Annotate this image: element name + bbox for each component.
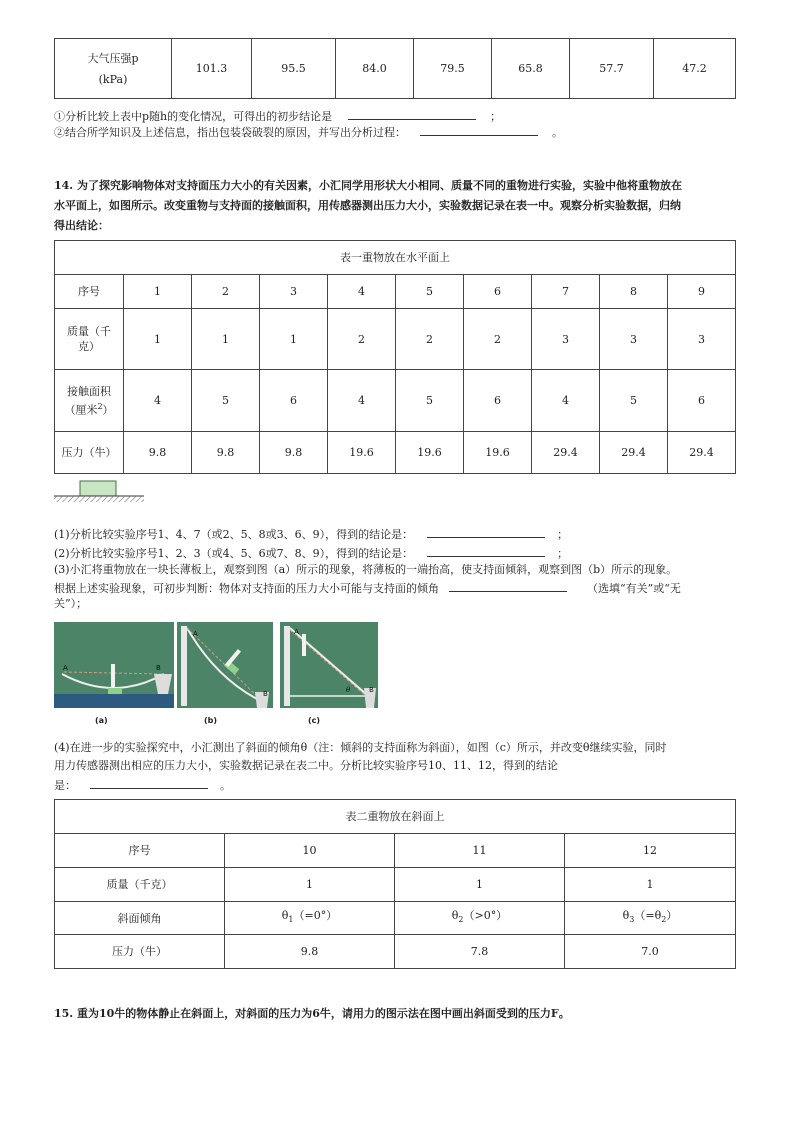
table-1-force: 19.6 <box>396 432 464 474</box>
answer-blank[interactable] <box>449 580 567 592</box>
q14-sub4-line3 <box>54 777 231 793</box>
angle-subscript: 2 <box>458 915 464 925</box>
table-2-seq: 12 <box>565 834 736 868</box>
q14-sub1 <box>54 526 568 542</box>
table-1-seq: 9 <box>668 275 736 309</box>
table-1-mass-label-line1: 质量（千 <box>67 325 111 338</box>
table-1-force: 19.6 <box>328 432 396 474</box>
angle-symbol: θ <box>451 909 459 923</box>
table-1-mass-label <box>55 309 124 370</box>
table-2-seq-label: 序号 <box>55 834 225 868</box>
pressure-value: 47.2 <box>654 39 736 99</box>
photo-b <box>177 622 273 708</box>
table-1-seq: 8 <box>600 275 668 309</box>
pressure-table <box>54 38 736 99</box>
angle-symbol: θ <box>281 909 289 923</box>
q15-text: 15. 重为10牛的物体静止在斜面上，对斜面的压力为6牛，请用力的图示法在图中画出斜面受到的压力F。 <box>54 1007 570 1020</box>
angle-subscript: 1 <box>288 915 294 925</box>
q14-intro-line2: 水平面上，如图所示。改变重物与支持面的接触面积，用传感器测出压力大小，实验数据记录在表一中。观察分析实验数据，归纳 <box>54 199 681 212</box>
table-1-area: 4 <box>328 370 396 432</box>
q14-sub4-line2: 用力传感器测出相应的压力大小，实验数据记录在表二中。分析比较实验序号10、11、12，得到的结论 <box>54 759 558 772</box>
table-1-seq: 4 <box>328 275 396 309</box>
table-1-mass: 3 <box>532 309 600 370</box>
q14-sub3-text: 根据上述实验现象，可初步判断：物体对支持面的压力大小可能与支持面的倾角 <box>54 582 439 595</box>
q14-intro-line3: 得出结论： <box>54 219 109 232</box>
table-2-force-label: 压力（牛） <box>55 935 225 969</box>
table-1-area-sup: 2 <box>97 401 103 411</box>
q14-sub1-end: ； <box>557 528 569 541</box>
q14-sub2-end: ； <box>557 547 569 560</box>
table-1-area: 6 <box>260 370 328 432</box>
photo-a-label-a: A <box>63 664 68 672</box>
photo-c-label-b: B <box>369 686 374 694</box>
q14-sub2 <box>54 545 568 561</box>
table-1-mass: 1 <box>124 309 192 370</box>
answer-blank[interactable] <box>348 108 476 120</box>
table-1-mass: 2 <box>464 309 532 370</box>
pressure-value: 95.5 <box>252 39 336 99</box>
ground-hatch <box>54 496 144 502</box>
pressure-header-line2: (kPa) <box>98 72 128 86</box>
table-1-seq: 1 <box>124 275 192 309</box>
q14-sub3-choice: （选填“有关”或“无 <box>587 582 681 595</box>
table-2-seq: 11 <box>395 834 565 868</box>
photo-b-label-a: A <box>193 630 198 638</box>
photo-c-drawing <box>280 622 378 708</box>
weight-block <box>80 481 116 496</box>
pressure-value: 101.3 <box>172 39 252 99</box>
table-1-mass: 2 <box>328 309 396 370</box>
table-2-mass: 1 <box>565 868 736 902</box>
table-2-force: 7.0 <box>565 935 736 969</box>
table-1-force-label: 压力（牛） <box>55 432 124 474</box>
table-1-force: 9.8 <box>260 432 328 474</box>
q14-sub3-line2 <box>54 580 681 596</box>
photo-c-label-a: A <box>294 628 299 636</box>
table-2-angle <box>225 902 395 935</box>
table-1-seq: 2 <box>192 275 260 309</box>
answer-blank[interactable] <box>420 124 538 136</box>
question-top-2-end: 。 <box>552 126 563 139</box>
photo-b-drawing <box>177 622 273 708</box>
table-1-mass: 3 <box>600 309 668 370</box>
photo-a <box>54 622 174 708</box>
table-1-mass: 1 <box>260 309 328 370</box>
table-1-area-unit: （厘米 <box>64 403 98 417</box>
table-2-angle <box>395 902 565 935</box>
table-1-area: 4 <box>124 370 192 432</box>
caption-c: (c) <box>308 716 321 725</box>
photo-a-drawing <box>54 622 174 708</box>
table-2-angle <box>565 902 736 935</box>
block-on-surface-figure <box>54 476 144 504</box>
pressure-header-line1: 大气压强p <box>87 51 139 65</box>
table-1-mass: 1 <box>192 309 260 370</box>
table-1-force: 19.6 <box>464 432 532 474</box>
table-1-area: 4 <box>532 370 600 432</box>
table-1-area: 6 <box>668 370 736 432</box>
q14-sub4-line1: (4)在进一步的实验探究中，小汇测出了斜面的倾角θ（注：倾斜的支持面称为斜面），如图（c）所示，并改变θ继续实验，同时 <box>54 741 667 754</box>
angle-subscript-2: 2 <box>661 915 667 925</box>
table-2-angle-label: 斜面倾角 <box>55 902 225 935</box>
table-1-mass-label-line2: 克） <box>78 340 100 353</box>
angle-value: （=θ <box>634 909 662 923</box>
table-1-area: 5 <box>396 370 464 432</box>
q14-intro-line1: 14. 为了探究影响物体对支持面压力大小的有关因素，小汇同学用形状大小相同、质量不同的重物进行实验，实验中他将重物放在 <box>54 179 682 192</box>
caption-b: (b) <box>204 716 218 725</box>
table-1 <box>54 240 736 474</box>
angle-value: （>0°） <box>463 909 508 923</box>
table-2-title: 表二重物放在斜面上 <box>55 800 736 834</box>
table-1-seq: 3 <box>260 275 328 309</box>
table-1-mass: 2 <box>396 309 464 370</box>
table-2-seq: 10 <box>225 834 395 868</box>
angle-symbol: θ <box>622 909 630 923</box>
photo-a-label-b: B <box>156 664 161 672</box>
table-2-mass: 1 <box>225 868 395 902</box>
photo-b-label-b: B <box>263 690 268 698</box>
table-1-seq: 5 <box>396 275 464 309</box>
question-top-1 <box>54 108 501 124</box>
table-1-force: 29.4 <box>532 432 600 474</box>
table-2-force: 7.8 <box>395 935 565 969</box>
answer-blank[interactable] <box>90 777 208 789</box>
question-top-2 <box>54 124 563 140</box>
q14-sub4-label: 是： <box>54 779 76 792</box>
question-top-1-end: ； <box>490 110 502 123</box>
answer-blank[interactable] <box>427 526 545 538</box>
table-1-seq: 6 <box>464 275 532 309</box>
table-1-area-close: ） <box>102 403 114 417</box>
table-1-force: 9.8 <box>192 432 260 474</box>
table-1-area: 6 <box>464 370 532 432</box>
table-1-area-label-line2 <box>55 399 123 418</box>
table-1-force: 29.4 <box>600 432 668 474</box>
answer-blank[interactable] <box>427 545 545 557</box>
pressure-value: 65.8 <box>492 39 570 99</box>
table-1-area-label <box>55 370 124 432</box>
question-top-2-text: ②结合所学知识及上述信息，指出包装袋破裂的原因，并写出分析过程： <box>54 126 406 139</box>
angle-subscript: 3 <box>629 915 635 925</box>
pressure-value: 79.5 <box>414 39 492 99</box>
table-1-seq-label: 序号 <box>55 275 124 309</box>
angle-value-close: ） <box>666 909 678 923</box>
q14-sub1-text: (1)分析比较实验序号1、4、7（或2、5、8或3、6、9），得到的结论是： <box>54 528 414 541</box>
photo-c <box>280 622 378 708</box>
table-1-area: 5 <box>600 370 668 432</box>
caption-a: (a) <box>95 716 108 725</box>
angle-value: （=0°） <box>293 909 338 923</box>
q14-sub3-line1: (3)小汇将重物放在一块长薄板上，观察到图（a）所示的现象，将薄板的一端抬高，使支持面倾斜，观察到图（b）所示的现象。 <box>54 563 678 576</box>
table-1-mass: 3 <box>668 309 736 370</box>
table-1-force: 29.4 <box>668 432 736 474</box>
table-2-mass-label: 质量（千克） <box>55 868 225 902</box>
table-1-force: 9.8 <box>124 432 192 474</box>
table-1-seq: 7 <box>532 275 600 309</box>
table-2 <box>54 799 736 969</box>
table-2-force: 9.8 <box>225 935 395 969</box>
photo-c-theta: θ <box>346 686 351 694</box>
table-1-area: 5 <box>192 370 260 432</box>
table-1-area-label-line1: 接触面积 <box>67 384 111 398</box>
q14-sub3-line3: 关”）； <box>54 597 88 610</box>
q14-sub2-text: (2)分析比较实验序号1、2、3（或4、5、6或7、8、9），得到的结论是： <box>54 547 414 560</box>
table-1-title: 表一重物放在水平面上 <box>55 241 736 275</box>
pressure-value: 57.7 <box>570 39 654 99</box>
table-2-mass: 1 <box>395 868 565 902</box>
pressure-value: 84.0 <box>336 39 414 99</box>
question-top-1-text: ①分析比较上表中p随h的变化情况，可得出的初步结论是 <box>54 110 333 123</box>
pressure-header-cell <box>55 39 172 99</box>
q14-sub4-end: 。 <box>220 779 231 792</box>
